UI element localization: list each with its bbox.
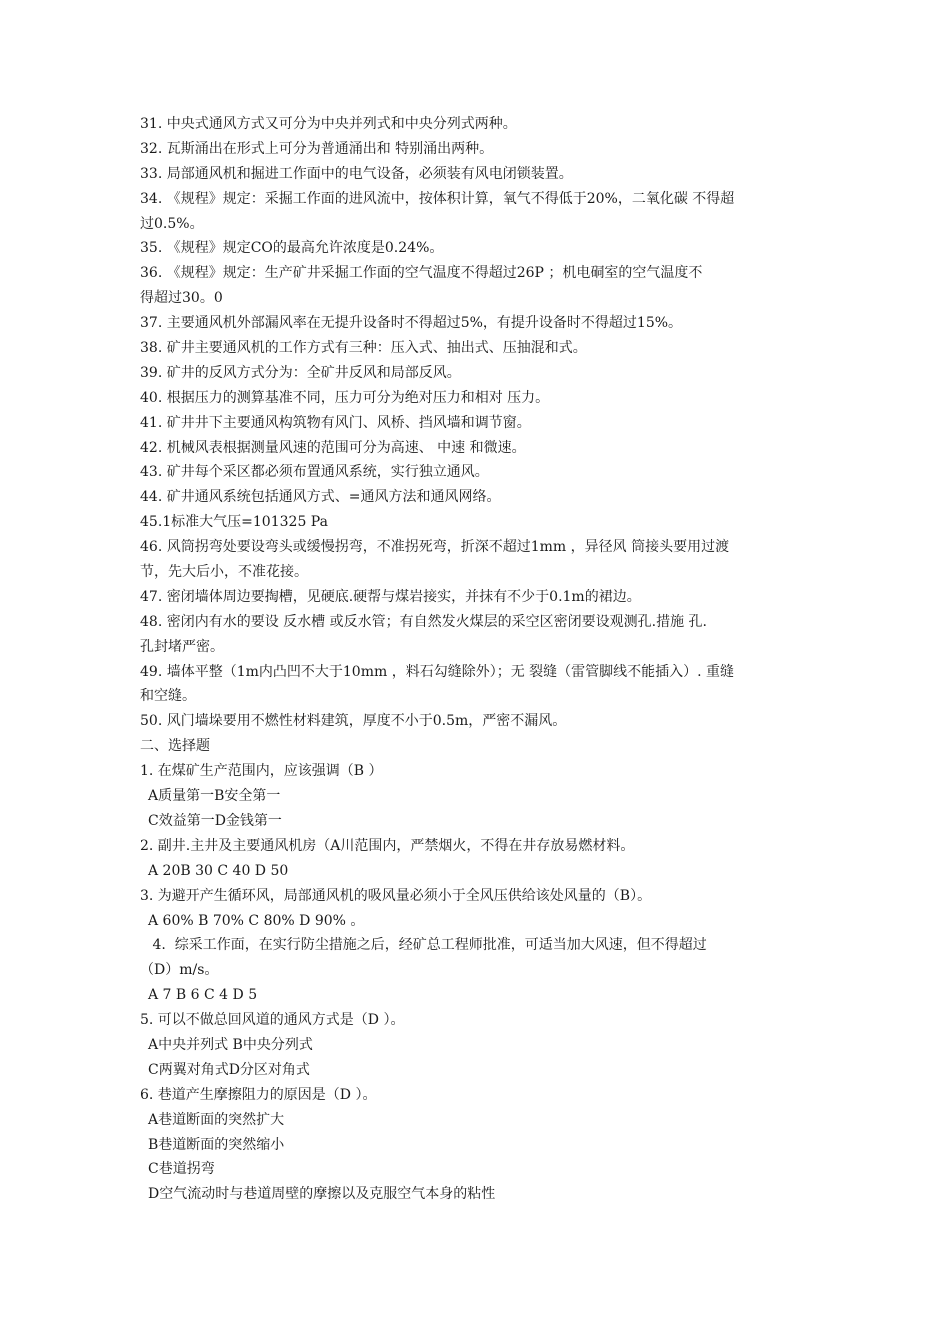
text-line: 50. 风门墙垛要用不燃性材料建筑，厚度不小于0.5m，严密不漏风。 [140,713,567,730]
question-line: 1. 在煤矿生产范围内，应该强调（B ） [140,763,383,780]
text-line: 36. 《规程》规定：生产矿井采掘工作面的空气温度不得超过26P ；机电硐室的空气温度不 [140,265,703,282]
text-line: 孔封堵严密。 [140,638,224,655]
question-line: 5. 可以不做总回风道的通风方式是（D ）。 [140,1012,405,1029]
option-line: C两翼对角式D分区对角式 [148,1061,310,1078]
text-line: 节，先大后小，不准花接。 [140,564,308,581]
text-line: 35. 《规程》规定CO的最高允许浓度是0.24%。 [140,240,444,257]
option-line: A中央并列式 B中央分列式 [148,1036,313,1053]
option-line: A 7 B 6 C 4 D 5 [148,987,258,1004]
question-line: （D）m/s。 [140,962,219,979]
option-line: B巷道断面的突然缩小 [148,1136,285,1153]
section-heading: 二、选择题 [140,738,210,755]
text-line: 32. 瓦斯涌出在形式上可分为普通涌出和 特别涌出两种。 [140,140,494,157]
text-line: 37. 主要通风机外部漏风率在无提升设备时不得超过5%，有提升设备时不得超过15%。 [140,315,683,332]
document-page [140,112,830,1207]
text-line: 46. 风筒拐弯处要设弯头或缓慢拐弯，不准拐死弯，折深不超过1mm ，异径风 筒接头要用过渡 [140,539,730,556]
option-line: A巷道断面的突然扩大 [148,1111,285,1128]
text-line: 40. 根据压力的测算基准不同，压力可分为绝对压力和相对 压力。 [140,389,550,406]
option-line: A 60% B 70% C 80% D 90% 。 [148,912,365,929]
text-line: 过0.5%。 [140,215,204,232]
text-line: 33. 局部通风机和掘进工作面中的电气设备，必须装有风电闭锁装置。 [140,165,573,182]
text-line: 38. 矿井主要通风机的工作方式有三种：压入式、抽出式、压抽混和式。 [140,340,587,357]
text-line: 41. 矿井井下主要通风构筑物有风门、风桥、挡风墙和调节窗。 [140,414,531,431]
question-line: 6. 巷道产生摩擦阻力的原因是（D ）。 [140,1086,377,1103]
text-line: 和空缝。 [140,688,196,705]
text-line: 45.1标准大气压=101325 Pa [140,514,328,531]
question-line: 3. 为避开产生循环风，局部通风机的吸风量必须小于全风压供给该处风量的（B）。 [140,887,652,904]
question-line: 2. 副井.主井及主要通风机房（A川范围内，严禁烟火，不得在井存放易燃材料。 [140,837,635,854]
text-line: 43. 矿井每个采区都必须布置通风系统，实行独立通风。 [140,464,489,481]
text-line: 42. 机械风表根据测量风速的范围可分为高速、 中速 和微速。 [140,439,526,456]
option-line: A 20B 30 C 40 D 50 [148,862,289,879]
text-line: 49. 墙体平整（1m内凸凹不大于10mm ，料石勾缝除外）；无 裂缝（雷管脚线不能插入）. 重缝 [140,663,735,680]
text-line: 44. 矿井通风系统包括通风方式、=通风方法和通风网络。 [140,489,501,506]
text-line: 39. 矿井的反风方式分为：全矿井反风和局部反风。 [140,364,461,381]
question-line: 4. 综采工作面，在实行防尘措施之后，经矿总工程师批准，可适当加大风速，但不得超过 [148,937,707,954]
option-line: D空气流动时与巷道周壁的摩擦以及克服空气本身的粘性 [148,1186,496,1203]
text-line: 48. 密闭内有水的要设 反水槽 或反水管；有自然发火煤层的采空区密闭要设观测孔.措施 孔. [140,613,707,630]
option-line: C效益第一D金钱第一 [148,812,282,829]
text-line: 得超过30。0 [140,290,223,307]
text-line: 47. 密闭墙体周边要掏槽，见硬底.硬帮与煤岩接实，并抹有不少于0.1m的裙边。 [140,588,641,605]
text-line: 34. 《规程》规定：采掘工作面的进风流中，按体积计算，氧气不得低于20%，二氧化碳 不得超 [140,190,735,207]
option-line: A质量第一B安全第一 [148,788,281,805]
text-line: 31. 中央式通风方式又可分为中央并列式和中央分列式两种。 [140,116,517,132]
option-line: C巷道拐弯 [148,1161,215,1178]
